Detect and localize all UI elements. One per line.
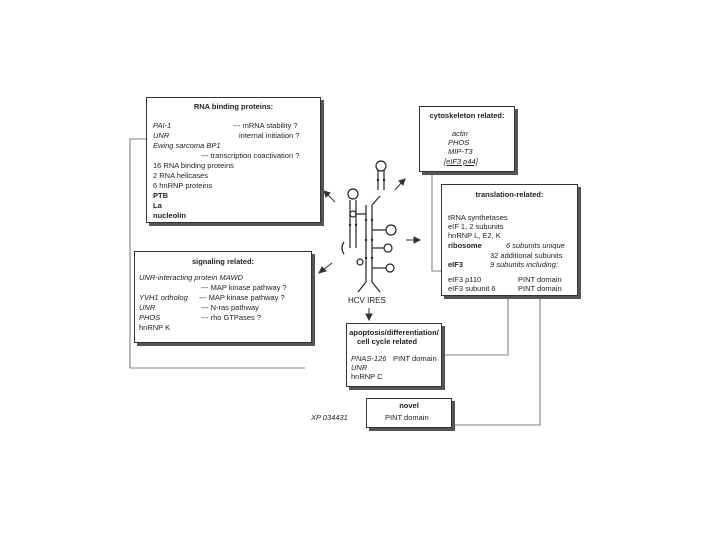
- signaling-header: signaling related:: [191, 257, 255, 266]
- apop-line: PINT domain: [393, 354, 437, 363]
- cyto-line: [eIF3 p44]: [444, 157, 478, 166]
- rna-line: internal initiation ?: [239, 131, 300, 140]
- apop-line: hnRNP C: [351, 372, 383, 381]
- rna-line: 6 hnRNP proteins: [153, 181, 213, 190]
- trans-line: 32 additional subunits: [490, 251, 563, 260]
- translation-header: translation-related:: [475, 190, 544, 199]
- rna-line: --- mRNA stability ?: [233, 121, 298, 130]
- trans-line: PINT domain: [518, 284, 562, 293]
- cyto-line: actin: [452, 129, 468, 138]
- pint-connector-novel: [448, 296, 540, 425]
- novel-line: XP 034431: [311, 413, 348, 422]
- signaling-box: [134, 251, 312, 343]
- trans-line: tRNA synthetases: [448, 213, 508, 222]
- signal-line: --- N-ras pathway: [201, 303, 259, 312]
- trans-line: PINT domain: [518, 275, 562, 284]
- signal-line: YVH1 ortholog: [139, 293, 188, 302]
- rna-line: nucleolin: [153, 211, 186, 220]
- signal-line: --- rho GTPases ?: [201, 313, 262, 322]
- signal-line: --- MAP kinase pathway ?: [201, 283, 287, 292]
- trans-line: eIF3 subunit 6: [448, 284, 496, 293]
- trans-line: 6 subunits unique: [506, 241, 565, 250]
- rna-line: La: [153, 201, 162, 210]
- rna-line: 2 RNA helicases: [153, 171, 209, 180]
- signal-line: --- MAP kinase pathway ?: [199, 293, 285, 302]
- hcv-ires-label: HCV IRES: [348, 296, 386, 305]
- signal-line: UNR: [139, 303, 156, 312]
- trans-line: eIF3 p110: [448, 275, 482, 284]
- apop-line: PNAS-126: [351, 354, 387, 363]
- trans-line: eIF3: [448, 260, 464, 269]
- signal-line: hnRNP K: [139, 323, 171, 332]
- trans-line: eIF 1, 2 subunits: [448, 222, 504, 231]
- rna-binding-box: [146, 97, 321, 223]
- signal-line: PHOS: [139, 313, 161, 322]
- novel-line: PINT domain: [385, 413, 429, 422]
- trans-line: ribosome: [448, 241, 482, 250]
- translation-box: [441, 184, 578, 296]
- cyto-line: MIP-T3: [448, 147, 473, 156]
- rna-binding-header: RNA binding proteins:: [193, 102, 274, 111]
- pint-connector-apoptosis: [432, 296, 508, 355]
- novel-header: novel: [399, 401, 419, 410]
- trans-line: hnRNP L, E2, K: [448, 231, 501, 240]
- rna-line: PAI-1: [153, 121, 172, 130]
- novel-box: [311, 398, 452, 428]
- apoptosis-box: [346, 323, 442, 387]
- cyto-line: PHOS: [448, 138, 470, 147]
- hcv-ires-structure: [342, 161, 396, 292]
- cytoskeleton-box: [419, 106, 515, 172]
- signal-line: UNR-interacting protein MAWD: [139, 273, 244, 282]
- rna-line: 16 RNA binding proteins: [153, 161, 234, 170]
- rna-line: PTB: [153, 191, 168, 200]
- rna-line: --- transcription coactivation ?: [201, 151, 300, 160]
- rna-line: Ewing sarcoma BP1: [153, 141, 221, 150]
- apoptosis-header-2: cell cycle related: [357, 337, 418, 346]
- apoptosis-header: apoptosis/differentiation/: [349, 328, 439, 337]
- apop-line: UNR: [351, 363, 368, 372]
- cytoskeleton-header: cytoskeleton related:: [429, 111, 505, 120]
- trans-line: 9 subunits including:: [490, 260, 558, 269]
- rna-line: UNR: [153, 131, 170, 140]
